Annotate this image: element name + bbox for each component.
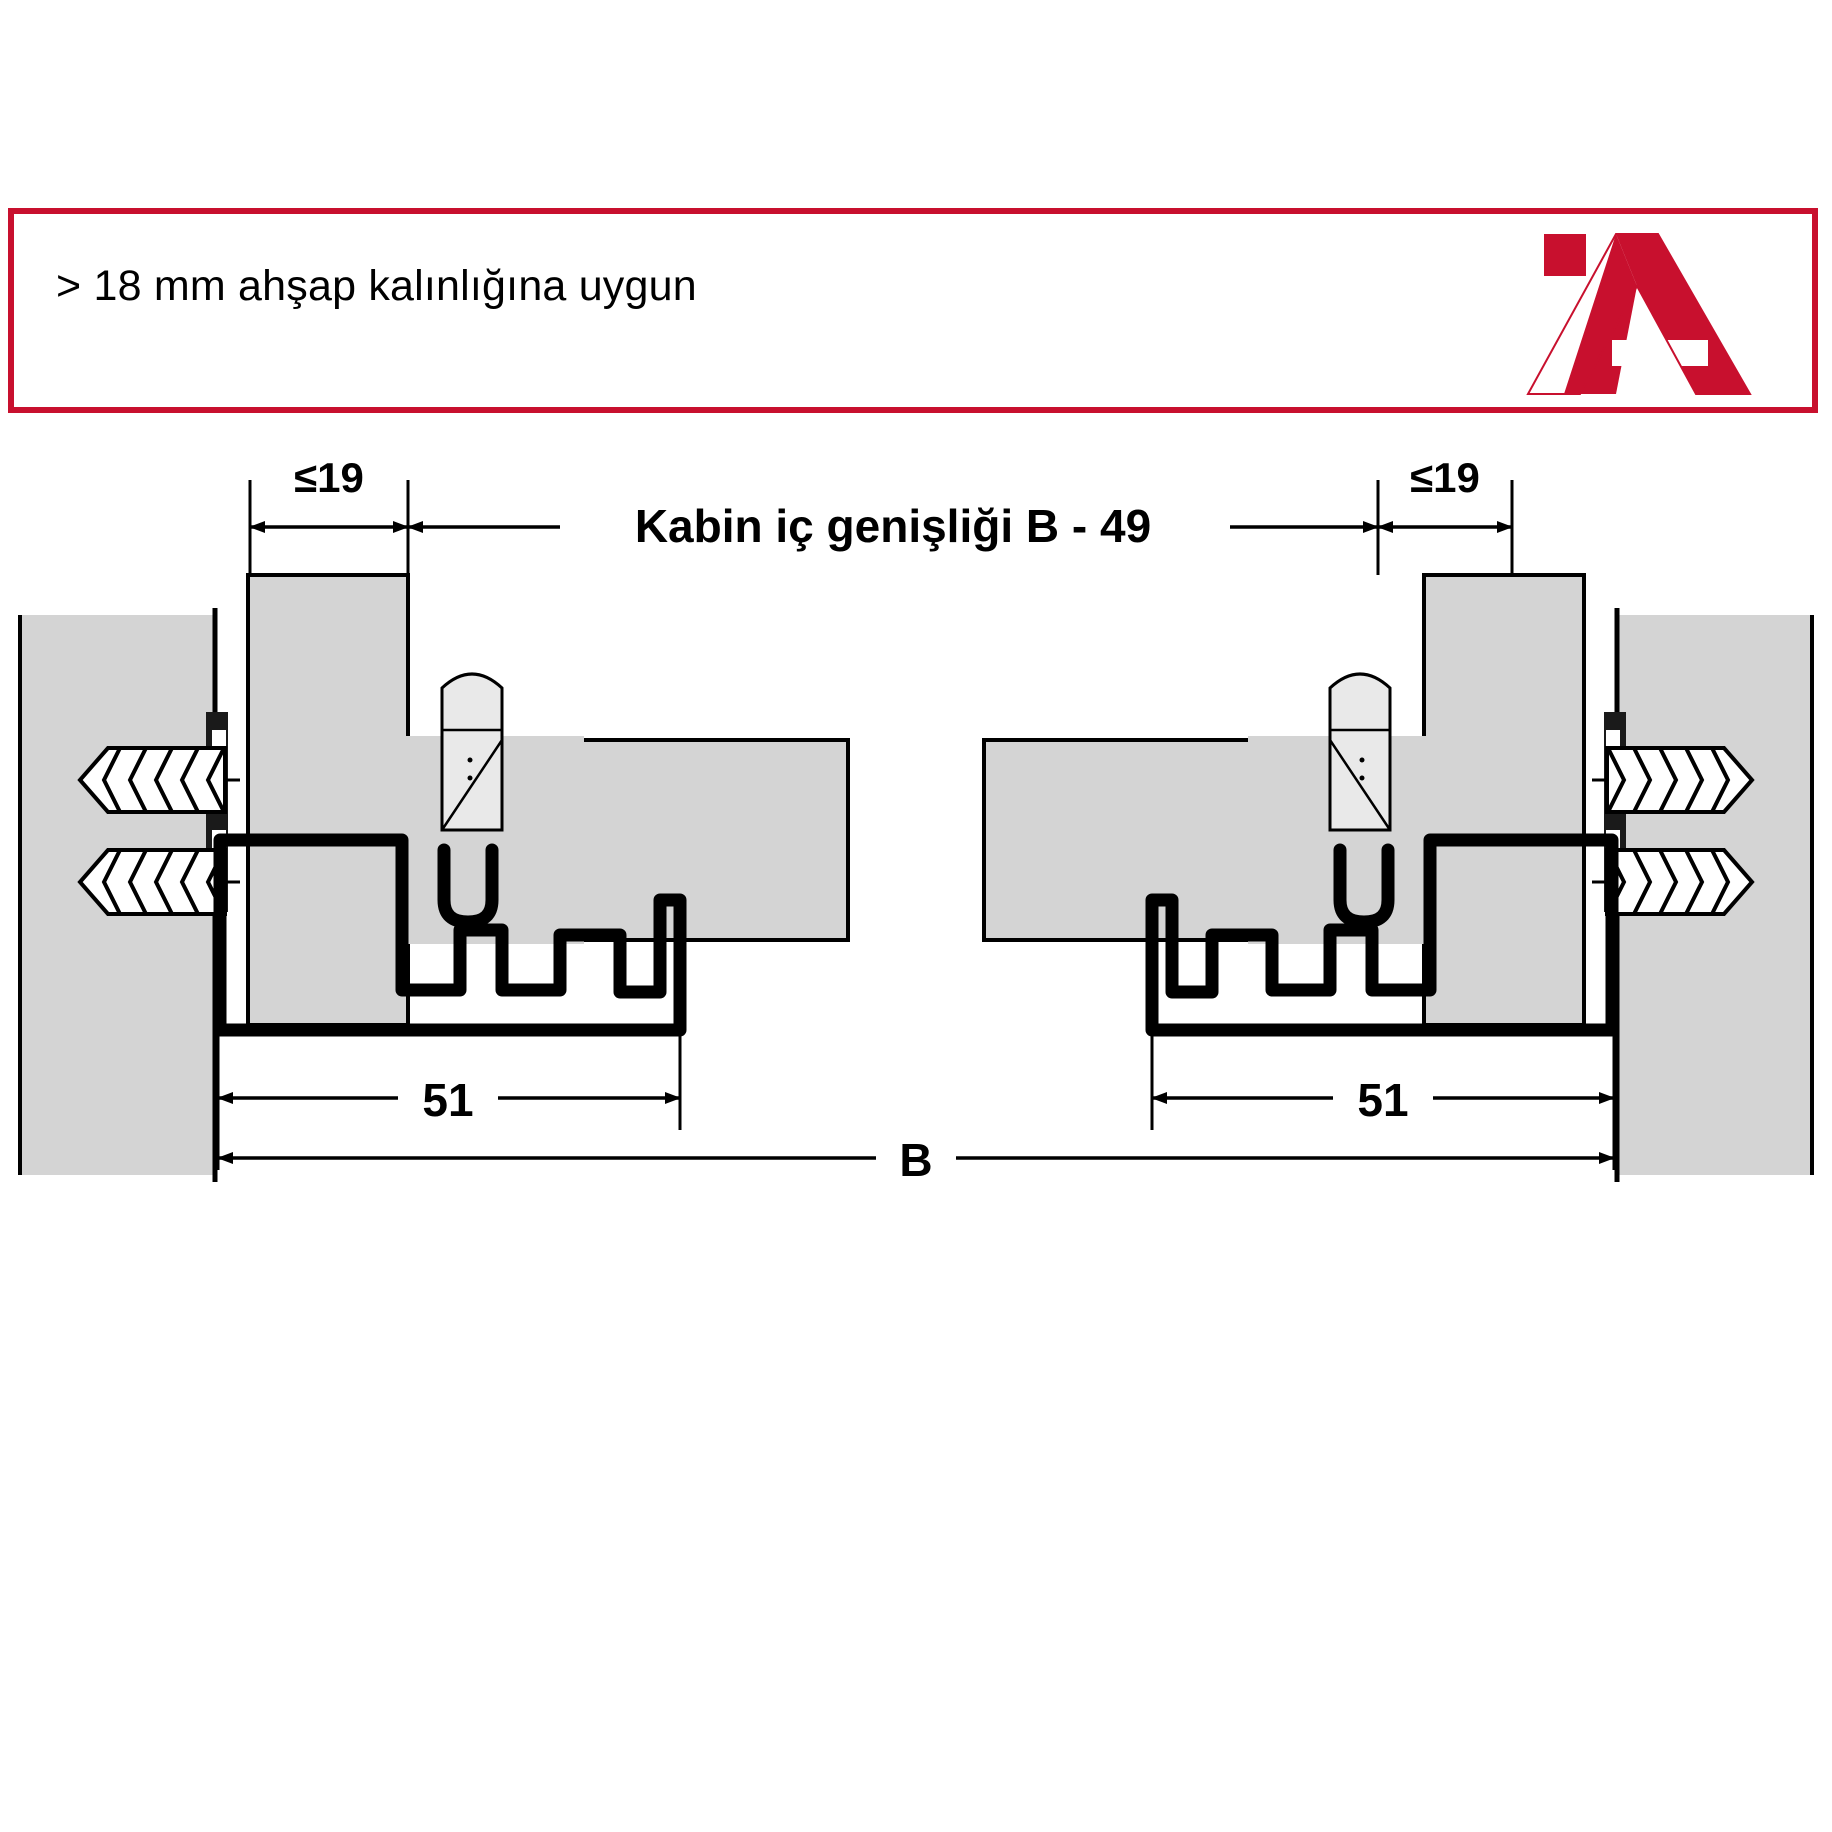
dimension-right-rail-width-label: 51 — [1357, 1074, 1409, 1126]
dimension-cabinet-inner-width — [408, 492, 1378, 552]
dimension-right-rail-width — [1152, 1070, 1614, 1126]
dimension-left-gap-label: ≤19 — [294, 454, 364, 501]
mounting-screw-right-upper — [1592, 748, 1752, 812]
dimension-left-rail-width-label: 51 — [422, 1074, 474, 1126]
technical-drawing — [0, 430, 1832, 1430]
dimension-right-gap — [1378, 454, 1512, 527]
dimension-right-gap-label: ≤19 — [1410, 454, 1480, 501]
header-banner — [8, 208, 1818, 413]
dimension-total-width — [218, 1130, 1614, 1186]
drawer-side-panel-right — [1424, 575, 1584, 1025]
dimension-left-rail-width — [218, 1070, 680, 1126]
drawer-side-panel-left — [248, 575, 408, 1025]
dimension-cabinet-inner-width-label: Kabin iç genişliği B - 49 — [634, 500, 1152, 552]
dowel-left — [442, 674, 502, 830]
banner-note: > 18 mm ahşap kalınlığına uygun — [56, 262, 697, 310]
dowel-right — [1330, 674, 1390, 830]
hafele-a-logo-icon — [1520, 228, 1790, 400]
dimension-total-width-label: B — [899, 1134, 933, 1186]
dimension-left-gap — [250, 454, 408, 527]
mounting-screw-left-upper — [80, 748, 240, 812]
